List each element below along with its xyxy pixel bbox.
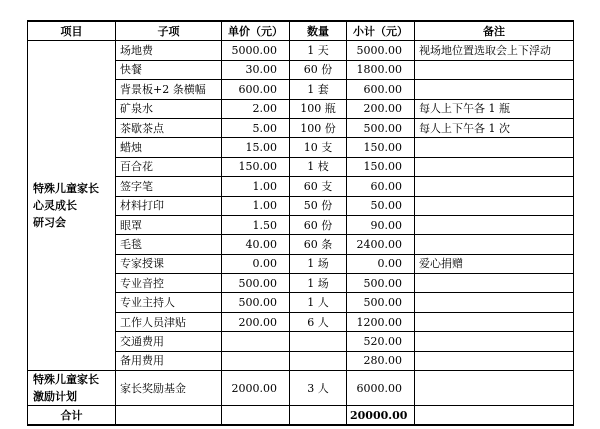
note-cell [415, 196, 574, 215]
item-cell: 专业音控 [116, 274, 222, 293]
quantity-cell: 1 场 [290, 274, 347, 293]
table-row [28, 41, 574, 60]
note-cell [415, 215, 574, 234]
project-name-line: 激励计划 [33, 390, 77, 404]
subtotal-cell: 2400.00 [347, 235, 415, 254]
quantity-cell: 1 套 [290, 80, 347, 99]
item-cell: 专家授课 [116, 254, 222, 273]
unit-price-cell: 150.00 [222, 157, 290, 176]
header-item: 子项 [116, 21, 222, 41]
item-cell: 签字笔 [116, 177, 222, 196]
quantity-cell: 60 份 [290, 60, 347, 79]
subtotal-cell: 150.00 [347, 138, 415, 157]
unit-price-cell: 5000.00 [222, 41, 290, 60]
note-cell [415, 138, 574, 157]
item-cell: 蜡烛 [116, 138, 222, 157]
note-cell [415, 235, 574, 254]
item-cell: 场地费 [116, 41, 222, 60]
unit-price-cell [222, 332, 290, 351]
subtotal-cell: 500.00 [347, 118, 415, 137]
header-subtotal: 小计（元） [347, 21, 415, 41]
note-cell [415, 157, 574, 176]
unit-price-cell: 0.00 [222, 254, 290, 273]
note-cell [415, 332, 574, 351]
quantity-cell: 60 份 [290, 215, 347, 234]
budget-table [27, 20, 574, 426]
quantity-cell: 1 枝 [290, 157, 347, 176]
item-cell: 工作人员津贴 [116, 312, 222, 331]
quantity-cell [290, 332, 347, 351]
unit-price-cell: 500.00 [222, 274, 290, 293]
subtotal-cell: 500.00 [347, 274, 415, 293]
subtotal-cell: 150.00 [347, 157, 415, 176]
item-cell: 材料打印 [116, 196, 222, 215]
note-cell [415, 371, 574, 406]
subtotal-cell: 1800.00 [347, 60, 415, 79]
subtotal-cell: 280.00 [347, 351, 415, 370]
item-cell: 交通费用 [116, 332, 222, 351]
note-cell [415, 293, 574, 312]
total-empty-item [116, 406, 222, 426]
total-empty-price [222, 406, 290, 426]
item-cell: 快餐 [116, 60, 222, 79]
quantity-cell: 1 场 [290, 254, 347, 273]
subtotal-cell: 90.00 [347, 215, 415, 234]
subtotal-cell: 6000.00 [347, 371, 415, 406]
item-cell: 专业主持人 [116, 293, 222, 312]
note-cell [415, 80, 574, 99]
subtotal-cell: 60.00 [347, 177, 415, 196]
unit-price-cell: 40.00 [222, 235, 290, 254]
unit-price-cell: 1.50 [222, 215, 290, 234]
table-row [28, 371, 574, 406]
total-sum: 20000.00 [347, 406, 415, 426]
quantity-cell: 10 支 [290, 138, 347, 157]
quantity-cell: 3 人 [290, 371, 347, 406]
quantity-cell: 6 人 [290, 312, 347, 331]
subtotal-cell: 50.00 [347, 196, 415, 215]
subtotal-cell: 500.00 [347, 293, 415, 312]
note-cell: 每人上下午各 1 次 [415, 118, 574, 137]
subtotal-cell: 1200.00 [347, 312, 415, 331]
item-cell: 备用费用 [116, 351, 222, 370]
project-name-line: 特殊儿童家长 [33, 373, 99, 387]
subtotal-cell: 520.00 [347, 332, 415, 351]
subtotal-cell: 5000.00 [347, 41, 415, 60]
total-empty-qty [290, 406, 347, 426]
item-cell: 家长奖励基金 [116, 371, 222, 406]
quantity-cell: 1 人 [290, 293, 347, 312]
item-cell: 眼罩 [116, 215, 222, 234]
project-name-line: 心灵成长 [33, 199, 77, 213]
note-cell [415, 274, 574, 293]
item-cell: 背景板+2 条横幅 [116, 80, 222, 99]
header-unit-price: 单价（元） [222, 21, 290, 41]
note-cell: 每人上下午各 1 瓶 [415, 99, 574, 118]
unit-price-cell: 500.00 [222, 293, 290, 312]
quantity-cell: 60 条 [290, 235, 347, 254]
unit-price-cell: 2000.00 [222, 371, 290, 406]
total-empty-note [415, 406, 574, 426]
note-cell: 爱心捐赠 [415, 254, 574, 273]
unit-price-cell: 30.00 [222, 60, 290, 79]
unit-price-cell: 200.00 [222, 312, 290, 331]
unit-price-cell: 1.00 [222, 177, 290, 196]
item-cell: 茶歇茶点 [116, 118, 222, 137]
note-cell [415, 312, 574, 331]
note-cell [415, 177, 574, 196]
group1-project-cell [28, 41, 116, 371]
item-cell: 百合花 [116, 157, 222, 176]
header-project: 项目 [28, 21, 116, 41]
subtotal-cell: 0.00 [347, 254, 415, 273]
project-name-line: 研习会 [33, 216, 66, 230]
quantity-cell: 60 支 [290, 177, 347, 196]
unit-price-cell: 2.00 [222, 99, 290, 118]
unit-price-cell: 15.00 [222, 138, 290, 157]
group2-project-cell [28, 371, 116, 406]
note-cell [415, 351, 574, 370]
item-cell: 毛毯 [116, 235, 222, 254]
note-cell [415, 60, 574, 79]
subtotal-cell: 600.00 [347, 80, 415, 99]
quantity-cell: 50 份 [290, 196, 347, 215]
project-name-line: 特殊儿童家长 [33, 182, 99, 196]
quantity-cell: 100 瓶 [290, 99, 347, 118]
header-row [28, 21, 574, 41]
unit-price-cell: 600.00 [222, 80, 290, 99]
quantity-cell: 1 天 [290, 41, 347, 60]
subtotal-cell: 200.00 [347, 99, 415, 118]
total-row [28, 406, 574, 426]
total-label: 合计 [28, 406, 116, 426]
unit-price-cell: 5.00 [222, 118, 290, 137]
unit-price-cell [222, 351, 290, 370]
quantity-cell [290, 351, 347, 370]
header-quantity: 数量 [290, 21, 347, 41]
quantity-cell: 100 份 [290, 118, 347, 137]
item-cell: 矿泉水 [116, 99, 222, 118]
unit-price-cell: 1.00 [222, 196, 290, 215]
note-cell: 视场地位置选取会上下浮动 [415, 41, 574, 60]
header-note: 备注 [415, 21, 574, 41]
